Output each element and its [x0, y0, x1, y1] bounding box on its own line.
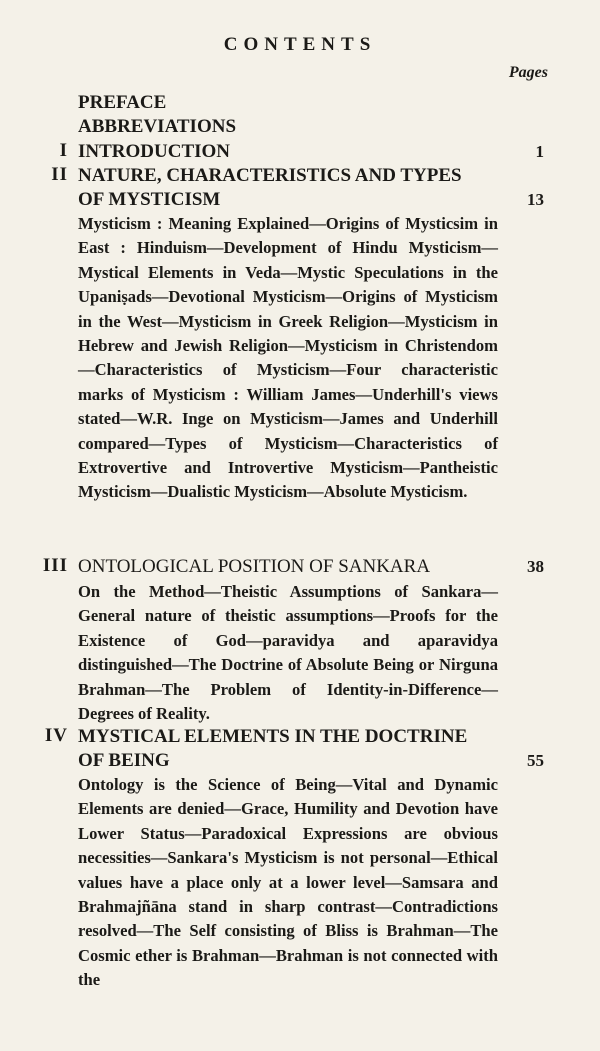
entry-title: NATURE, CHARACTERISTICS AND TYPES OF MYSTICISM: [78, 165, 462, 210]
chapter-number: I: [59, 140, 68, 161]
entry-description: Mysticism : Meaning Explained—Origins of Mysticsim in East : Hinduism—Development of Hindu Mysticism—Mystical Elements in Veda—Mystic Speculations in the Upaniṣads—Devotional Mysticism—Origins of Mysticism in the West—Mysticism in Greek Religion—Mysticism in Hebrew and Jewish Religion—Mysticism in Christendom—Characteristics of Mysticism—Four characteristic marks of Mysticism : William James—Underhill's views stated—W.R. Inge on Mysticism—James and Underhill compared—Types of Mysticism—Characteristics of Extrovertive and Introvertive Mysticism—Pantheistic Mysticism—Dualistic Mysticism—Absolute Mysticism.: [78, 214, 498, 502]
entry-title: MYSTICAL ELEMENTS IN THE DOCTRINE OF BEING: [78, 726, 468, 771]
page-number: 13: [527, 190, 544, 209]
chapter-number: III: [42, 555, 68, 576]
chapter-number: II: [51, 164, 68, 185]
page-number: 38: [527, 557, 544, 576]
page-heading: CONTENTS: [223, 34, 377, 55]
entry-description: On the Method—Theistic Assumptions of Sankara—General nature of theistic assumptions—Proofs for the Existence of God—paravidya and aparavidya distinguished—The Doctrine of Absolute Being or Nirguna Brahman—The Problem of Identity-in-Difference—Degrees of Reality.: [78, 582, 498, 724]
page-number: 55: [527, 751, 544, 770]
entry-description: Ontology is the Science of Being—Vital and Dynamic Elements are denied—Grace, Humility and Devotion have Lower Status—Paradoxical Expressions are obvious necessities—Sankara's Mysticism is not personal—Ethical values have a place only at a lower level—Samsara and Brahmajñāna stand in sharp contrast—Contradictions resolved—The Self consisting of Bliss is Brahman—The Cosmic ether is Brahman—Brahman is not connected with the: [78, 775, 498, 990]
pages-column-label: Pages: [508, 64, 548, 81]
entry-title: PREFACE: [78, 92, 167, 113]
chapter-number: IV: [44, 725, 68, 746]
page-number: 1: [535, 142, 544, 161]
entry-title: ONTOLOGICAL POSITION OF SANKARA: [78, 556, 431, 577]
entry-title: INTRODUCTION: [78, 141, 231, 162]
entry-title: ABBREVIATIONS: [78, 116, 237, 137]
